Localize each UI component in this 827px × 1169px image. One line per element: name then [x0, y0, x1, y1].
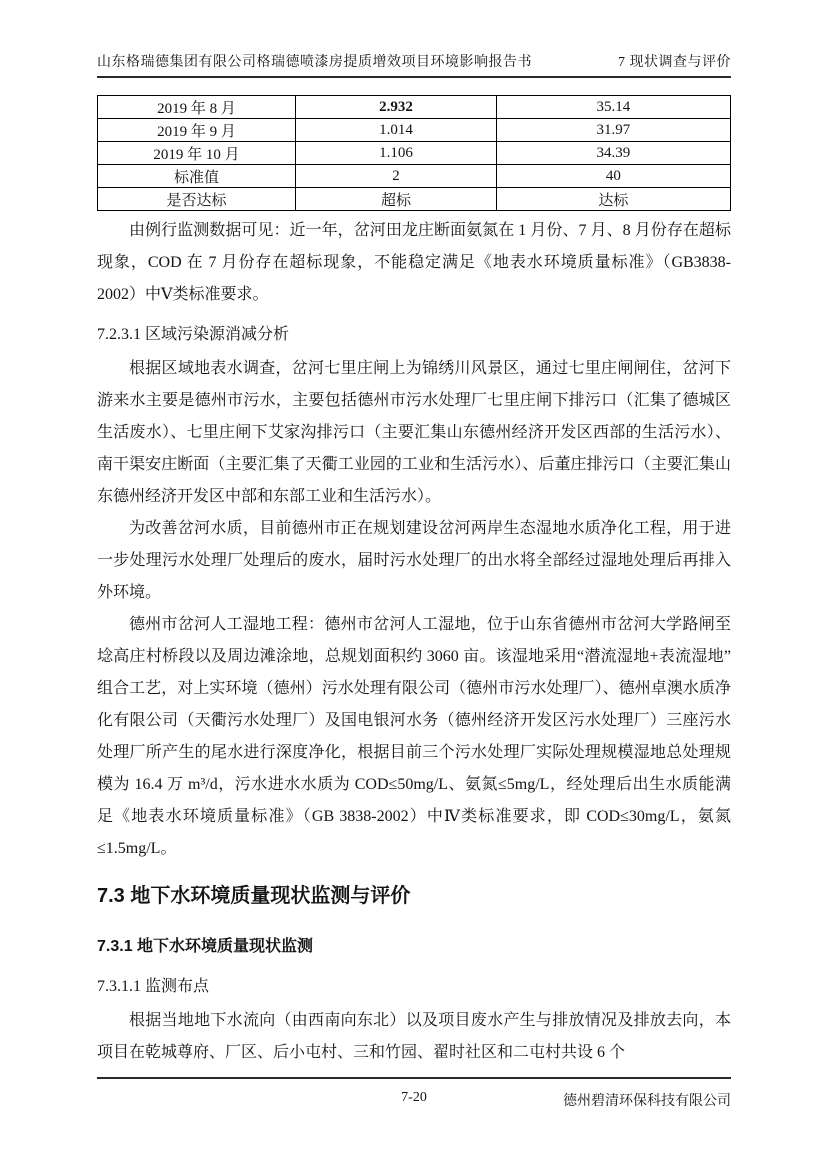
header-chapter-title: 7 现状调查与评价 — [618, 55, 731, 70]
footer-company-name: 德州碧清环保科技有限公司 — [563, 1094, 731, 1109]
table-row — [98, 142, 731, 165]
footer-page-number: 7-20 — [401, 1090, 427, 1105]
table-cell-standard-ammonia: 2 — [296, 165, 497, 188]
table-row — [98, 119, 731, 142]
heading-7-2-3-1: 7.2.3.1 区域污染源消减分析 — [97, 326, 290, 343]
table-cell-compliance-label: 是否达标 — [98, 188, 296, 211]
footer-row — [97, 1079, 731, 1110]
table-cell-month: 2019 年 10 月 — [98, 142, 296, 165]
table-cell-ammonia: 1.014 — [296, 119, 497, 142]
paragraph-wetland-plan: 为改善岔河水质，目前德州市正在规划建设岔河两岸生态湿地水质净化工程，用于进一步处理污水处理厂处理后的废水，届时污水处理厂的出水将全部经过湿地处理后再排入外环境。 — [97, 520, 731, 601]
page-content — [97, 0, 731, 1069]
page-header — [97, 0, 731, 78]
heading-7-3-1: 7.3.1 地下水环境质量现状监测 — [97, 938, 314, 955]
table-cell-cod: 35.14 — [496, 96, 730, 119]
table-cell-month: 2019 年 8 月 — [98, 96, 296, 119]
paragraph-monitoring-points: 根据当地地下水流向（由西南向东北）以及项目废水产生与排放情况及排放去向，本项目在乾城尊府、厂区、后小屯村、三和竹园、翟时社区和二屯村共设 6 个 — [97, 1012, 731, 1061]
table-cell-ammonia: 1.106 — [296, 142, 497, 165]
heading-7-3-1-1: 7.3.1.1 监测布点 — [97, 978, 210, 995]
table-cell-ammonia: 2.932 — [296, 96, 497, 119]
table-cell-cod: 34.39 — [496, 142, 730, 165]
heading-7-3: 7.3 地下水环境质量现状监测与评价 — [97, 885, 411, 907]
table-row — [98, 188, 731, 211]
table-cell-cod: 31.97 — [496, 119, 730, 142]
table-cell-compliance-ammonia: 超标 — [296, 188, 497, 211]
header-report-title: 山东格瑞德集团有限公司格瑞德喷漆房提质增效项目环境影响报告书 — [97, 55, 532, 70]
paragraph-wetland-project: 德州市岔河人工湿地工程：德州市岔河人工湿地，位于山东省德州市岔河大学路闸至埝高庄村桥段以及周边滩涂地，总规划面积约 3060 亩。该湿地采用“潜流湿地+表流湿地”组合工艺，对上实环境（德州）污水处理有限公司（德州市污水处理厂）、德州卓澳水质净化有限公司（天衢污水处理厂）及国电银河水务（德州经济开发区污水处理厂）三座污水处理厂所产生的尾水进行深度净化，根据目前三个污水处理厂实际处理规模湿地总处理规模为 16.4 万 m³/d，污水进水水质为 COD≤50mg/L、氨氮≤5mg/L，经处理后出生水质能满足《地表水环境质量标准》（GB 3838-2002）中Ⅳ类标准要求，即 COD≤30mg/L，氨氮≤1.5mg/L。 — [97, 616, 731, 857]
paragraph-regional-survey: 根据区域地表水调查，岔河七里庄闸上为锦绣川风景区，通过七里庄闸闸住，岔河下游来水主要是德州市污水，主要包括德州市污水处理厂七里庄闸下排污口（汇集了德城区生活废水）、七里庄闸下艾家沟排污口（主要汇集山东德州经济开发区西部的生活污水）、南干渠安庄断面（主要汇集了天衢工业园的工业和生活污水）、后董庄排污口（主要汇集山东德州经济开发区中部和东部工业和生活污水）。 — [97, 360, 731, 505]
paragraph-monitoring-summary: 由例行监测数据可见：近一年，岔河田龙庄断面氨氮在 1 月份、7 月、8 月份存在超标现象，COD 在 7 月份存在超标现象，不能稳定满足《地表水环境质量标准》（GB3838-2002）中Ⅴ类标准要求。 — [97, 222, 731, 303]
page-footer — [97, 1077, 731, 1110]
table-row — [98, 165, 731, 188]
table-cell-month: 2019 年 9 月 — [98, 119, 296, 142]
table-cell-standard-label: 标准值 — [98, 165, 296, 188]
water-quality-table — [97, 95, 731, 211]
table-cell-compliance-cod: 达标 — [496, 188, 730, 211]
table-cell-standard-cod: 40 — [496, 165, 730, 188]
table-row — [98, 96, 731, 119]
